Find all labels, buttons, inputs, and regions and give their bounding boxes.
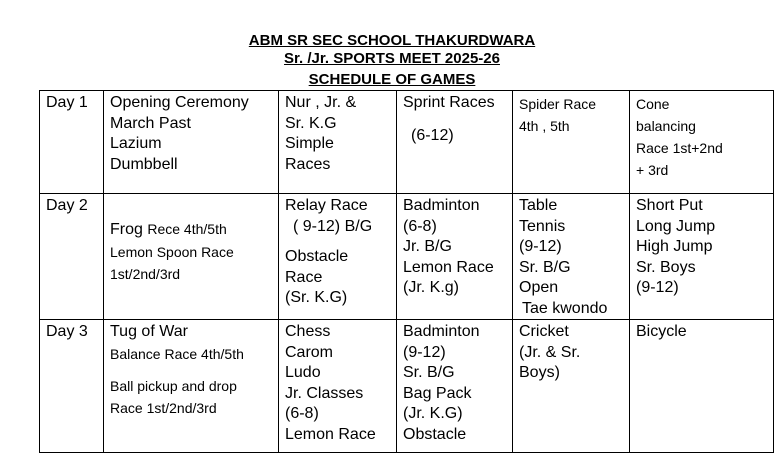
cell-day3-col2 bbox=[279, 320, 397, 453]
table-row-day-3 bbox=[40, 320, 774, 453]
cell-line: Cricket bbox=[519, 323, 569, 340]
cell-line: Badminton bbox=[403, 197, 480, 214]
cell-line: Simple bbox=[285, 135, 334, 152]
cell-line: Sprint Races bbox=[403, 94, 495, 111]
cell-day2-col3 bbox=[397, 194, 513, 320]
cell-line: Tug of War bbox=[110, 323, 188, 340]
cell-line: Ludo bbox=[285, 364, 321, 381]
cell-line: Lemon Race bbox=[285, 425, 376, 443]
cell-day2-col2 bbox=[279, 194, 397, 320]
cell-line: Jr. Classes bbox=[285, 384, 364, 402]
day-label: Day 1 bbox=[40, 91, 104, 194]
cell-line: Chess bbox=[285, 323, 331, 340]
cell-line: (Jr. K.G) bbox=[403, 405, 463, 422]
cell-line: Bag Pack bbox=[403, 384, 472, 402]
schedule-title: SCHEDULE OF GAMES bbox=[308, 71, 476, 88]
cell-line: Tae kwondo bbox=[522, 299, 608, 317]
cell-day2-col4 bbox=[513, 194, 630, 320]
cell-line: Carom bbox=[285, 343, 334, 361]
cell-line: Long Jump bbox=[636, 217, 716, 235]
cell-line: Jr. B/G bbox=[403, 238, 452, 255]
cell-line: High Jump bbox=[636, 238, 713, 255]
cell-line: Race 1st/2nd/3rd bbox=[110, 399, 217, 416]
cell-day2-col5 bbox=[630, 194, 774, 320]
cell-day3-col5 bbox=[630, 320, 774, 453]
cell-day2-col1 bbox=[104, 194, 279, 320]
cell-line: Obstacle bbox=[403, 425, 467, 443]
day-label: Day 3 bbox=[40, 320, 104, 453]
cell-line: Sr. B/G bbox=[403, 364, 455, 381]
cell-line: Lemon Spoon Race bbox=[110, 243, 234, 260]
cell-day1-col4 bbox=[513, 91, 630, 194]
cell-line: Bicycle bbox=[636, 323, 687, 340]
cell-line: Race 1st+2nd bbox=[636, 140, 723, 156]
cell-line: (6-8) bbox=[403, 217, 437, 235]
cell-line: (Sr. K.G) bbox=[285, 289, 348, 306]
cell-line: Short Put bbox=[636, 197, 703, 214]
cell-line: ( 9-12) B/G bbox=[293, 217, 373, 235]
cell-line: Boys) bbox=[519, 364, 560, 381]
cell-line: Open bbox=[519, 279, 559, 296]
cell-line: (9-12) bbox=[403, 343, 446, 361]
cell-day3-col4 bbox=[513, 320, 630, 453]
cell-line: Relay Race bbox=[285, 197, 368, 214]
meet-title: Sr. /Jr. SPORTS MEET 2025-26 bbox=[284, 50, 500, 67]
school-name: ABM SR SEC SCHOOL THAKURDWARA bbox=[248, 32, 536, 49]
cell-line: 1st/2nd/3rd bbox=[110, 265, 181, 282]
day-label: Day 2 bbox=[40, 194, 104, 320]
cell-line: (Jr. & Sr. bbox=[519, 343, 581, 361]
cell-line: + 3rd bbox=[636, 162, 669, 178]
cell-line: Table bbox=[519, 197, 558, 214]
cell-line: Tennis bbox=[519, 217, 566, 235]
cell-line: Ball pickup and drop bbox=[110, 377, 237, 394]
cell-line: Races bbox=[285, 155, 331, 173]
cell-line: (9-12) bbox=[519, 238, 562, 255]
cell-line: Nur , Jr. & bbox=[285, 94, 357, 111]
cell-line: Obstacle bbox=[285, 248, 349, 265]
cell-line: Badminton bbox=[403, 323, 480, 340]
cell-day1-col3 bbox=[397, 91, 513, 194]
cell-line: Balance Race 4th/5th bbox=[110, 345, 244, 362]
cell-line: Lemon Race bbox=[403, 258, 494, 276]
cell-line: balancing bbox=[636, 118, 696, 134]
cell-line: (6-12) bbox=[411, 126, 454, 144]
cell-line: Race bbox=[285, 268, 323, 286]
cell-day3-col3 bbox=[397, 320, 513, 453]
schedule-table bbox=[39, 90, 774, 453]
table-row-day-2 bbox=[40, 194, 774, 320]
cell-line: Sr. Boys bbox=[636, 258, 696, 276]
cell-line: Frog Rece 4th/5th bbox=[110, 221, 227, 238]
cell-line: Cone bbox=[636, 96, 670, 112]
cell-line: Dumbbell bbox=[110, 155, 178, 173]
cell-line: 4th , 5th bbox=[519, 118, 570, 134]
cell-day1-col2 bbox=[279, 91, 397, 194]
cell-line: (9-12) bbox=[636, 279, 679, 296]
cell-line: March Past bbox=[110, 114, 191, 132]
cell-line: Sr. B/G bbox=[519, 258, 571, 276]
cell-line: Opening Ceremony bbox=[110, 94, 249, 111]
table-row-day-1 bbox=[40, 91, 774, 194]
cell-line: (Jr. K.g) bbox=[403, 279, 460, 296]
cell-day1-col5 bbox=[630, 91, 774, 194]
cell-line: (6-8) bbox=[285, 405, 319, 422]
cell-day1-col1 bbox=[104, 91, 279, 194]
cell-day3-col1 bbox=[104, 320, 279, 453]
cell-line: Lazium bbox=[110, 135, 162, 152]
cell-line: Sr. K.G bbox=[285, 114, 337, 132]
cell-line: Spider Race bbox=[519, 96, 597, 112]
